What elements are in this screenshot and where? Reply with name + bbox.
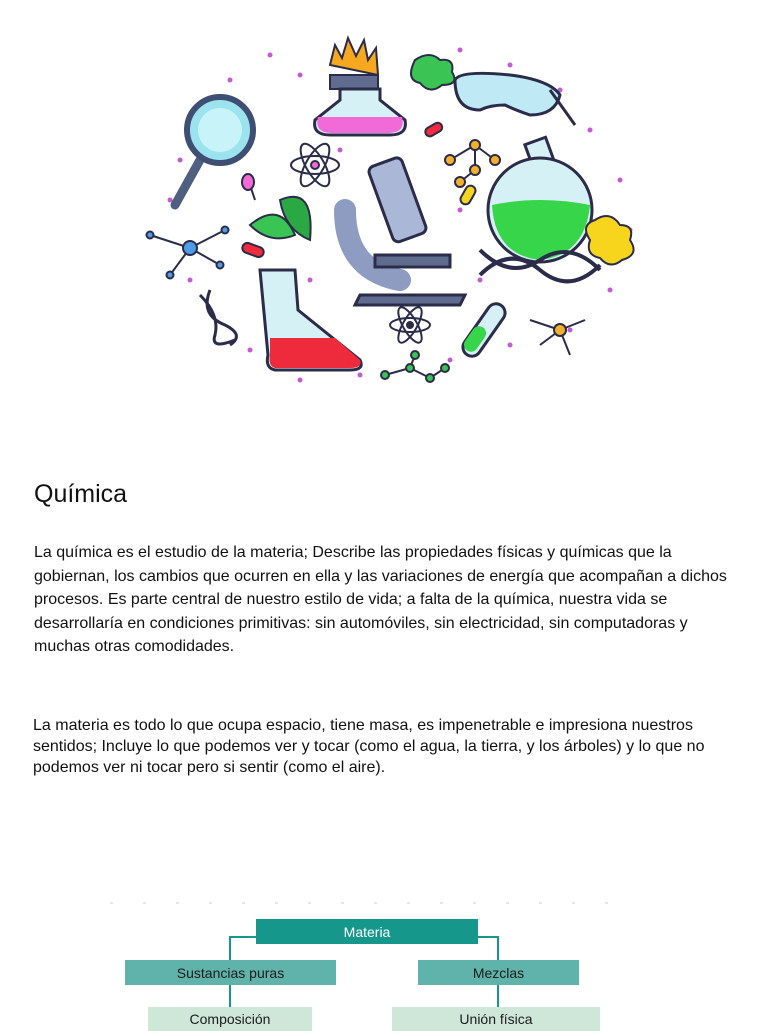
yellow-splat-icon <box>586 216 634 265</box>
diagram-node-union-fisica: Unión física <box>392 1007 600 1031</box>
diagram-node-composicion: Composición <box>148 1007 312 1031</box>
green-splat-icon <box>411 55 454 90</box>
chemistry-illustration <box>130 20 660 415</box>
page-title: Química <box>34 480 128 508</box>
diagram-node-mezclas: Mezclas <box>418 960 579 985</box>
dna-small-icon <box>200 290 236 345</box>
green-molecule-icon <box>381 351 449 382</box>
conical-flask-red-icon <box>260 270 361 370</box>
blue-molecule-icon <box>147 227 229 279</box>
atom-small-icon <box>390 304 430 346</box>
matter-concept-map <box>110 895 630 1027</box>
orange-molecule-icon <box>530 320 585 355</box>
diagram-node-materia: Materia <box>256 919 478 944</box>
test-tube-icon <box>459 300 508 359</box>
paragraph-intro: La química es el estudio de la materia; Describe las propiedades físicas y químicas que la gobiernan, los cambios que ocurren en ella y las variaciones de energía que acompañan a dichos procesos. Es parte central de nuestro estilo de vida; a falta de la química, nuestra vida se desarrollaría en condiciones primitivas: sin automóviles, sin electricidad, sin computadoras y muchas otras comodidades. <box>34 544 727 655</box>
atom-icon <box>291 140 339 191</box>
round-flask-green-icon <box>488 137 592 262</box>
magnifying-glass-icon <box>175 97 253 205</box>
diagram-node-sustancias-puras: Sustancias puras <box>125 960 336 985</box>
microscope-icon <box>345 156 465 305</box>
safety-goggles-icon <box>455 73 575 125</box>
flask-with-flame-icon <box>315 38 406 135</box>
paragraph-matter: La materia es todo lo que ocupa espacio, tiene masa, es impenetrable e impresiona nuestros sentidos; Incluye lo que podemos ver y tocar (como el agua, la tierra, y los árboles) y lo que no podemos ver ni tocar pero si sentir (como el aire). <box>33 717 705 776</box>
molecule-icon <box>445 140 500 187</box>
